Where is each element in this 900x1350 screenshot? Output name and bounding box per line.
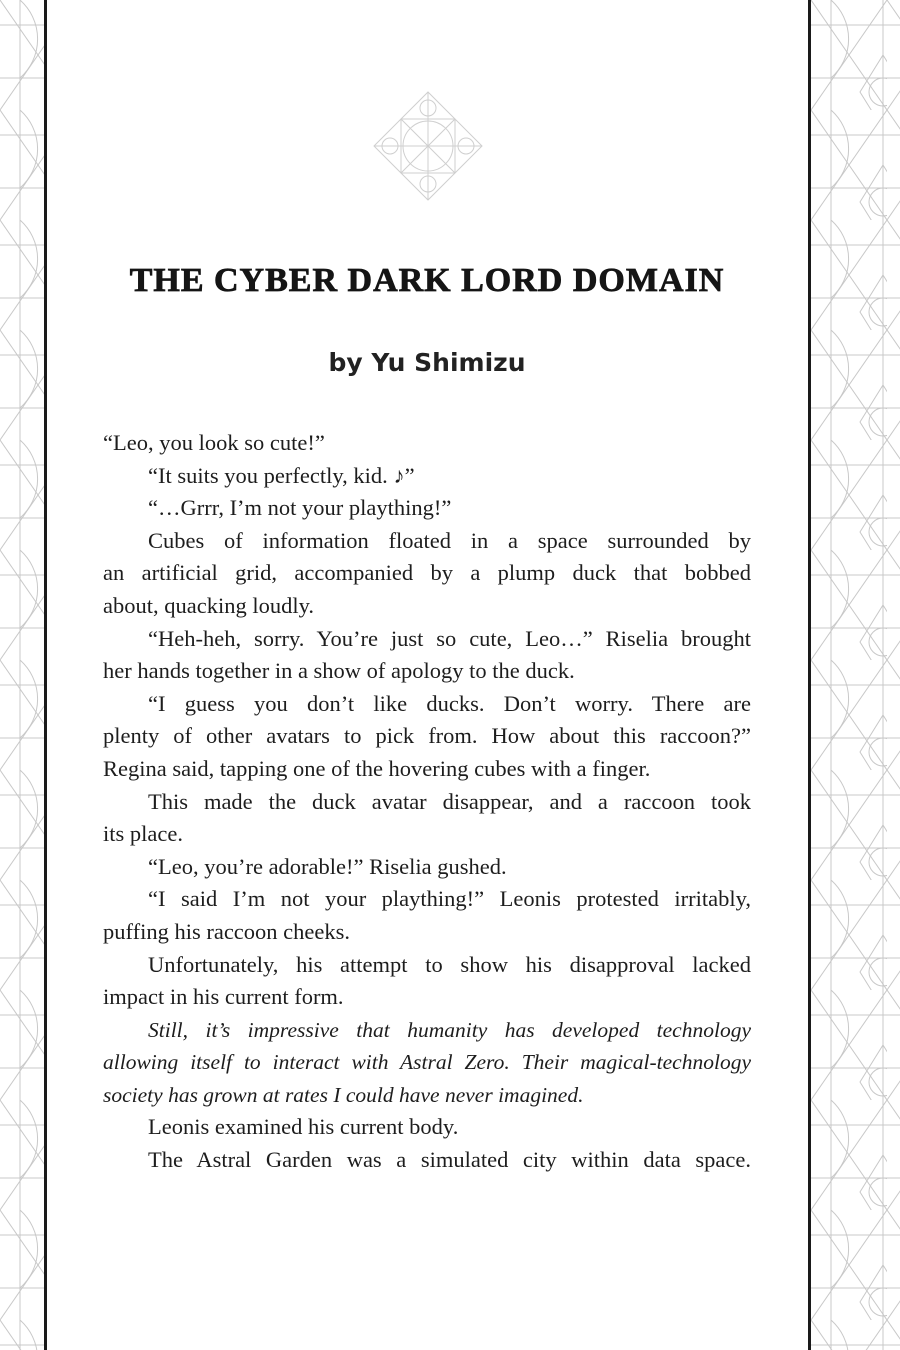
- text-line: Leonis examined his current body.: [148, 1114, 459, 1140]
- text-line: puffing his raccoon cheeks.: [103, 918, 351, 944]
- text-line: Unfortunately, his attempt to show his disapproval lacked: [148, 951, 751, 977]
- text-line: The Astral Garden was a simulated city within data space.: [148, 1147, 751, 1173]
- story-text: [103, 427, 751, 1177]
- text-line: Cubes of information floated in a space surrounded by: [148, 527, 751, 553]
- text-line: Still, it’s impressive that humanity has developed technology: [148, 1017, 751, 1042]
- text-line: its place.: [103, 821, 183, 847]
- paragraph: [103, 688, 751, 786]
- text-line: “Leo, you look so cute!”: [103, 430, 325, 455]
- paragraph: [103, 1111, 751, 1144]
- text-line: society has grown at rates I could have never imagined.: [103, 1082, 584, 1107]
- paragraph: [103, 525, 751, 623]
- diamond-ornament-icon: [372, 90, 484, 202]
- text-line: an artificial grid, accompanied by a plump duck that bobbed: [103, 560, 751, 586]
- paragraph: [103, 883, 751, 948]
- right-border-rule: [808, 0, 811, 1350]
- text-line: allowing itself to interact with Astral Zero. Their magical-technology: [103, 1050, 751, 1075]
- paragraph: [103, 460, 751, 493]
- text-line: “Heh-heh, sorry. You’re just so cute, Leo…” Riselia brought: [148, 625, 751, 651]
- text-line: “Leo, you’re adorable!” Riselia gushed.: [148, 853, 507, 879]
- paragraph: [103, 1144, 751, 1177]
- paragraph: [103, 786, 751, 851]
- left-border-pattern: [0, 0, 44, 1350]
- text-line: impact in his current form.: [103, 984, 344, 1010]
- text-line: about, quacking loudly.: [103, 592, 315, 618]
- text-line: “I guess you don’t like ducks. Don’t worry. There are: [148, 690, 751, 716]
- paragraph: [103, 623, 751, 688]
- text-line: plenty of other avatars to pick from. How about this raccoon?”: [103, 723, 751, 749]
- paragraph: [103, 851, 751, 884]
- text-line: Regina said, tapping one of the hovering cubes with a finger.: [103, 755, 651, 781]
- text-line: “I said I’m not your plaything!” Leonis protested irritably,: [148, 886, 751, 912]
- chapter-title: THE CYBER DARK LORD DOMAIN: [129, 262, 725, 299]
- paragraph: [103, 949, 751, 1014]
- right-border-pattern: [811, 0, 900, 1350]
- paragraph: [103, 492, 751, 525]
- text-line: This made the duck avatar disappear, and a raccoon took: [148, 788, 751, 814]
- left-border-rule: [44, 0, 47, 1350]
- paragraph: [103, 1014, 751, 1112]
- paragraph: [103, 427, 751, 460]
- text-line: her hands together in a show of apology to the duck.: [103, 658, 575, 684]
- author-byline: by Yu Shimizu: [328, 348, 526, 377]
- text-line: “It suits you perfectly, kid. ♪”: [148, 462, 415, 488]
- text-line: “…Grrr, I’m not your plaything!”: [148, 495, 452, 521]
